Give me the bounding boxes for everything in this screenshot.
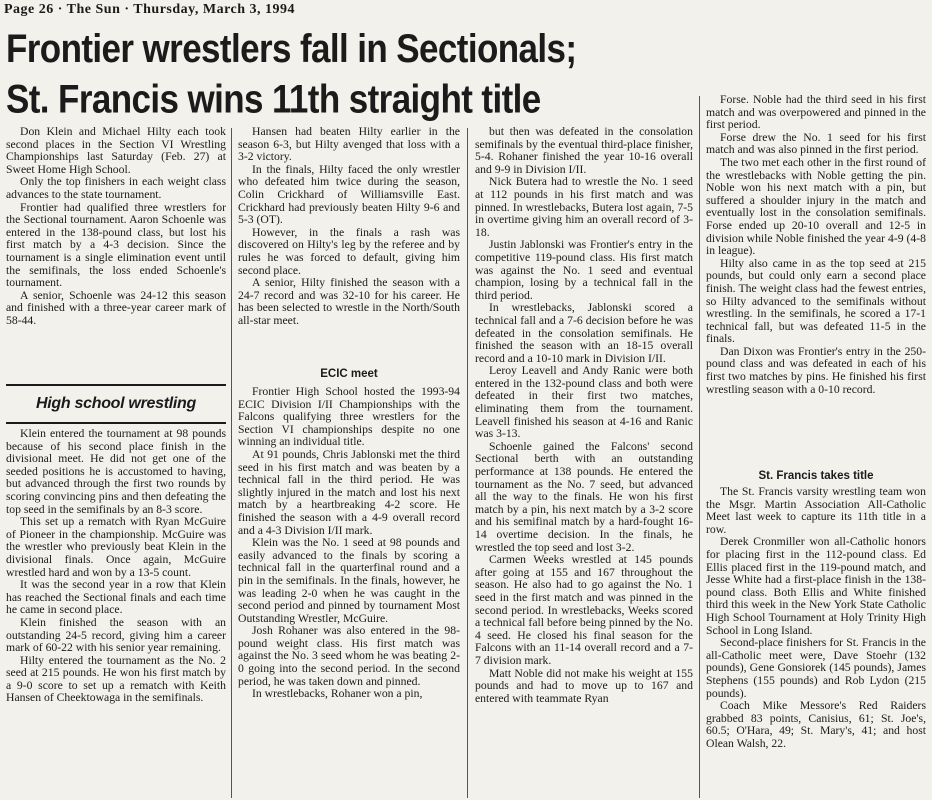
paragraph: Don Klein and Michael Hilty each took second places in the Section VI Wrestling Championships last Saturday (Feb. 27) at Sweet Home High School. — [6, 126, 226, 176]
paragraph: It was the second year in a row that Klein has reached the Sectional finals and each time he came in second place. — [6, 578, 226, 617]
paragraph: Carmen Weeks wrestled at 145 pounds after going at 155 and 167 throughout the season. He also had to go against the No. 1 seed in the first match and was pinned in the second period. In wrestlebacks, Weeks scored a technical fall before being pinned by the No. 4 seed. He closed his final season for the Falcons with an 11-14 overall record and a 7-7 division mark. — [475, 553, 693, 667]
column-4-top — [706, 94, 926, 468]
paragraph: Only the top finishers in each weight class advances to the state tournament. — [6, 175, 226, 201]
column-divider — [467, 128, 468, 798]
paragraph: In wrestlebacks, Rohaner won a pin, — [252, 687, 423, 701]
column-4-bottom — [706, 486, 926, 800]
paragraph: Hilty entered the tournament as the No. 2 seed at 215 pounds. He won his first match by a 9-0 score to set up a rematch with Keith Hansen of Cheektowaga in the semifinals. — [6, 653, 226, 705]
subhead-ecic-meet: ECIC meet — [320, 368, 378, 380]
paragraph: Hilty also came in as the top seed at 215 pounds, but could only earn a second place finish. The weight class had the fewest entries, so Hilty advanced to the semifinals without wrestling. In the semifinals, he scored a 17-1 technical fall, but was defeated 11-5 in the finals. — [706, 256, 926, 346]
paragraph: Klein entered the tournament at 98 pounds because of his second place finish in the divisional meet. He did not get one of the seeded positions he is accustomed to having, but advanced through the first two rounds by scoring convincing pins and then defeating the top seed in the semifinals by an 8-3 score. — [6, 428, 226, 516]
paragraph: but then was defeated in the consolation semifinals by the eventual third-place finisher, 5-4. Rohaner finished the year 10-16 overall and 9-9 in Division I/II. — [475, 126, 693, 176]
paragraph: Josh Rohaner was also entered in the 98-pound weight class. His first match was against the No. 3 seed whom he was beating 2-0 going into the second period. In the second period, he was taken down and pinned. — [238, 624, 460, 688]
paragraph: The two met each other in the first round of the wrestlebacks with Noble getting the pin. Noble won his next match with a pin, but suffered a shoulder injury in the match and eventually lost in the consolation semifinals. Forse ended up 20-10 overall and 12-5 in division while Noble finished the year 4-9 (4-8 in league). — [706, 155, 926, 258]
paragraph: Leroy Leavell and Andy Ranic were both entered in the 132-pound class and both were defeated in their first two matches, eliminating them from the tournament. Leavell finished his season at 4-16 and Ranic was 3-13. — [475, 364, 693, 441]
column-1-bottom — [6, 428, 226, 800]
paragraph: Frontier High School hosted the 1993-94 ECIC Division I/II Championships with the Falcons qualifying three wrestlers for the Section VI championships despite no one winning an individual title. — [238, 386, 460, 449]
paragraph: Klein was the No. 1 seed at 98 pounds and easily advanced to the finals by scoring a technical fall in the quarterfinal round and a pin in the semifinals. In the finals, however, he was leading 2-0 when he was caught in the second period and pinned by tournament Most Outstanding Wrestler, McGuire. — [238, 536, 460, 625]
paragraph: Forse. Noble had the third seed in his first match and was overpowered and pinned in the first period. — [706, 94, 926, 132]
column-1-top — [6, 126, 226, 383]
paragraph: Nick Butera had to wrestle the No. 1 seed at 112 pounds in his first match and was pinned. In wrestlebacks, Butera lost again, 7-5 in overtime giving him an overall record of 3-18. — [475, 175, 693, 239]
paragraph: The St. Francis varsity wrestling team won the Msgr. Martin Association All-Catholic Meet last week to capture its 11th title in a row. — [706, 486, 926, 536]
paragraph: Forse drew the No. 1 seed for his first match and was also pinned in the first period. — [706, 130, 926, 157]
paragraph: Hansen had beaten Hilty earlier in the season 6-3, but Hilty avenged that loss with a 3-2 victory. — [238, 126, 460, 164]
column-divider — [231, 128, 232, 798]
paragraph: Dan Dixon was Frontier's entry in the 250-pound class and was defeated in each of his first two matches by pins. He finished his first wrestling season with a 0-10 record. — [706, 344, 926, 396]
article-headline — [6, 24, 686, 125]
headline-line-2: St. Francis wins 11th straight title — [6, 76, 541, 122]
column-3 — [475, 126, 693, 800]
paragraph: A senior, Hilty finished the season with a 24-7 record and was 32-10 for his career. He has been selected to wrestle in the North/South all-star meet. — [238, 276, 460, 327]
box-heading-text: High school wrestling — [36, 395, 196, 412]
paragraph: Schoenle gained the Falcons' second Sectional berth with an outstanding performance at 138 pounds. He entered the tournament as the No. 7 seed, but advanced all the way to the finals. He won his first match by a pin, his next match by a 3-2 score and his semifinal match by a hard-fought 16-14 overtime decision. In the finals, he wrestled the top seed and lost 3-2. — [475, 439, 693, 554]
paragraph: At 91 pounds, Chris Jablonski met the third seed in his first match and was beaten by a technical fall in the third period. He was slightly injured in the match and lost his next match by a heartbreaking 4-2 score. He finished the season with a 4-9 overall record and a 4-3 Division I/II mark. — [238, 447, 460, 537]
column-2-bottom — [238, 386, 460, 800]
subhead-st-francis: St. Francis takes title — [758, 470, 874, 482]
paragraph: In the finals, Hilty faced the only wrestler who defeated him twice during the season, Colin Crickhard of Williamsville East. Crickhard had previously beaten Hilty 9-6 and 5-3 (OT). — [238, 162, 460, 227]
page-folio: Page 26 · The Sun · Thursday, March 3, 1994 — [4, 2, 296, 17]
paragraph: Second-place finishers for St. Francis in the all-Catholic meet were, Dave Stoehr (132 pounds), Gene Gonsiorek (145 pounds), James Stephens (155 pounds) and Rob Lydon (215 pounds). — [706, 636, 926, 700]
paragraph: Derek Cronmiller won all-Catholic honors for placing first in the 112-pound class. Ed Ellis placed first in the 119-pound match, and Jesse White had a first-place finish in the 138-pound class. Both Ellis and White finished third this week in the New York State Catholic High School Tournament at Holy Trinity High School in Long Island. — [706, 535, 926, 637]
paragraph: Justin Jablonski was Frontier's entry in the competitive 119-pound class. His first match was against the No. 1 seed and eventual champion, losing by a technical fall in the third period. — [475, 238, 693, 302]
headline-line-1: Frontier wrestlers fall in Sectionals; — [6, 26, 577, 72]
section-box-heading — [6, 384, 226, 424]
paragraph: Coach Mike Messore's Red Raiders grabbed 83 points, Canisius, 61; St. Joe's, 60.5; O'Hara, 49; St. Mary's, 41; and host Olean Walsh, 22. — [706, 699, 926, 750]
paragraph: A senior, Schoenle was 24-12 this season and finished with a three-year career mark of 58-44. — [6, 288, 226, 327]
column-divider — [699, 96, 700, 798]
paragraph: In wrestlebacks, Jablonski scored a technical fall and a 7-6 decision before he was defeated in the consolation semifinals. He finished the season with an 18-15 overall record and a 10-10 mark in Division I/II. — [475, 301, 693, 365]
column-2-top — [238, 126, 460, 364]
paragraph: Frontier had qualified three wrestlers for the Sectional tournament. Aaron Schoenle was entered in the 138-pound class, but lost his first match by a 4-3 decision. Since the tournament is a single elimination event until the semifinals, the loss ended Schoenle's tournament. — [6, 200, 226, 290]
paragraph: Matt Noble did not make his weight at 155 pounds and had to move up to 167 and entered with teammate Ryan — [475, 666, 693, 705]
paragraph: However, in the finals a rash was discovered on Hilty's leg by the referee and by rules he was forced to default, giving him second place. — [238, 225, 460, 277]
paragraph: This set up a rematch with Ryan McGuire of Pioneer in the championship. McGuire was the wrestler who previously beat Klein in the divisional finals. Once again, McGuire wrestled hard and won by a 13-5 count. — [6, 515, 226, 579]
paragraph: Klein finished the season with an outstanding 24-5 record, giving him a career mark of 60-22 with his senior year remaining. — [6, 615, 226, 655]
